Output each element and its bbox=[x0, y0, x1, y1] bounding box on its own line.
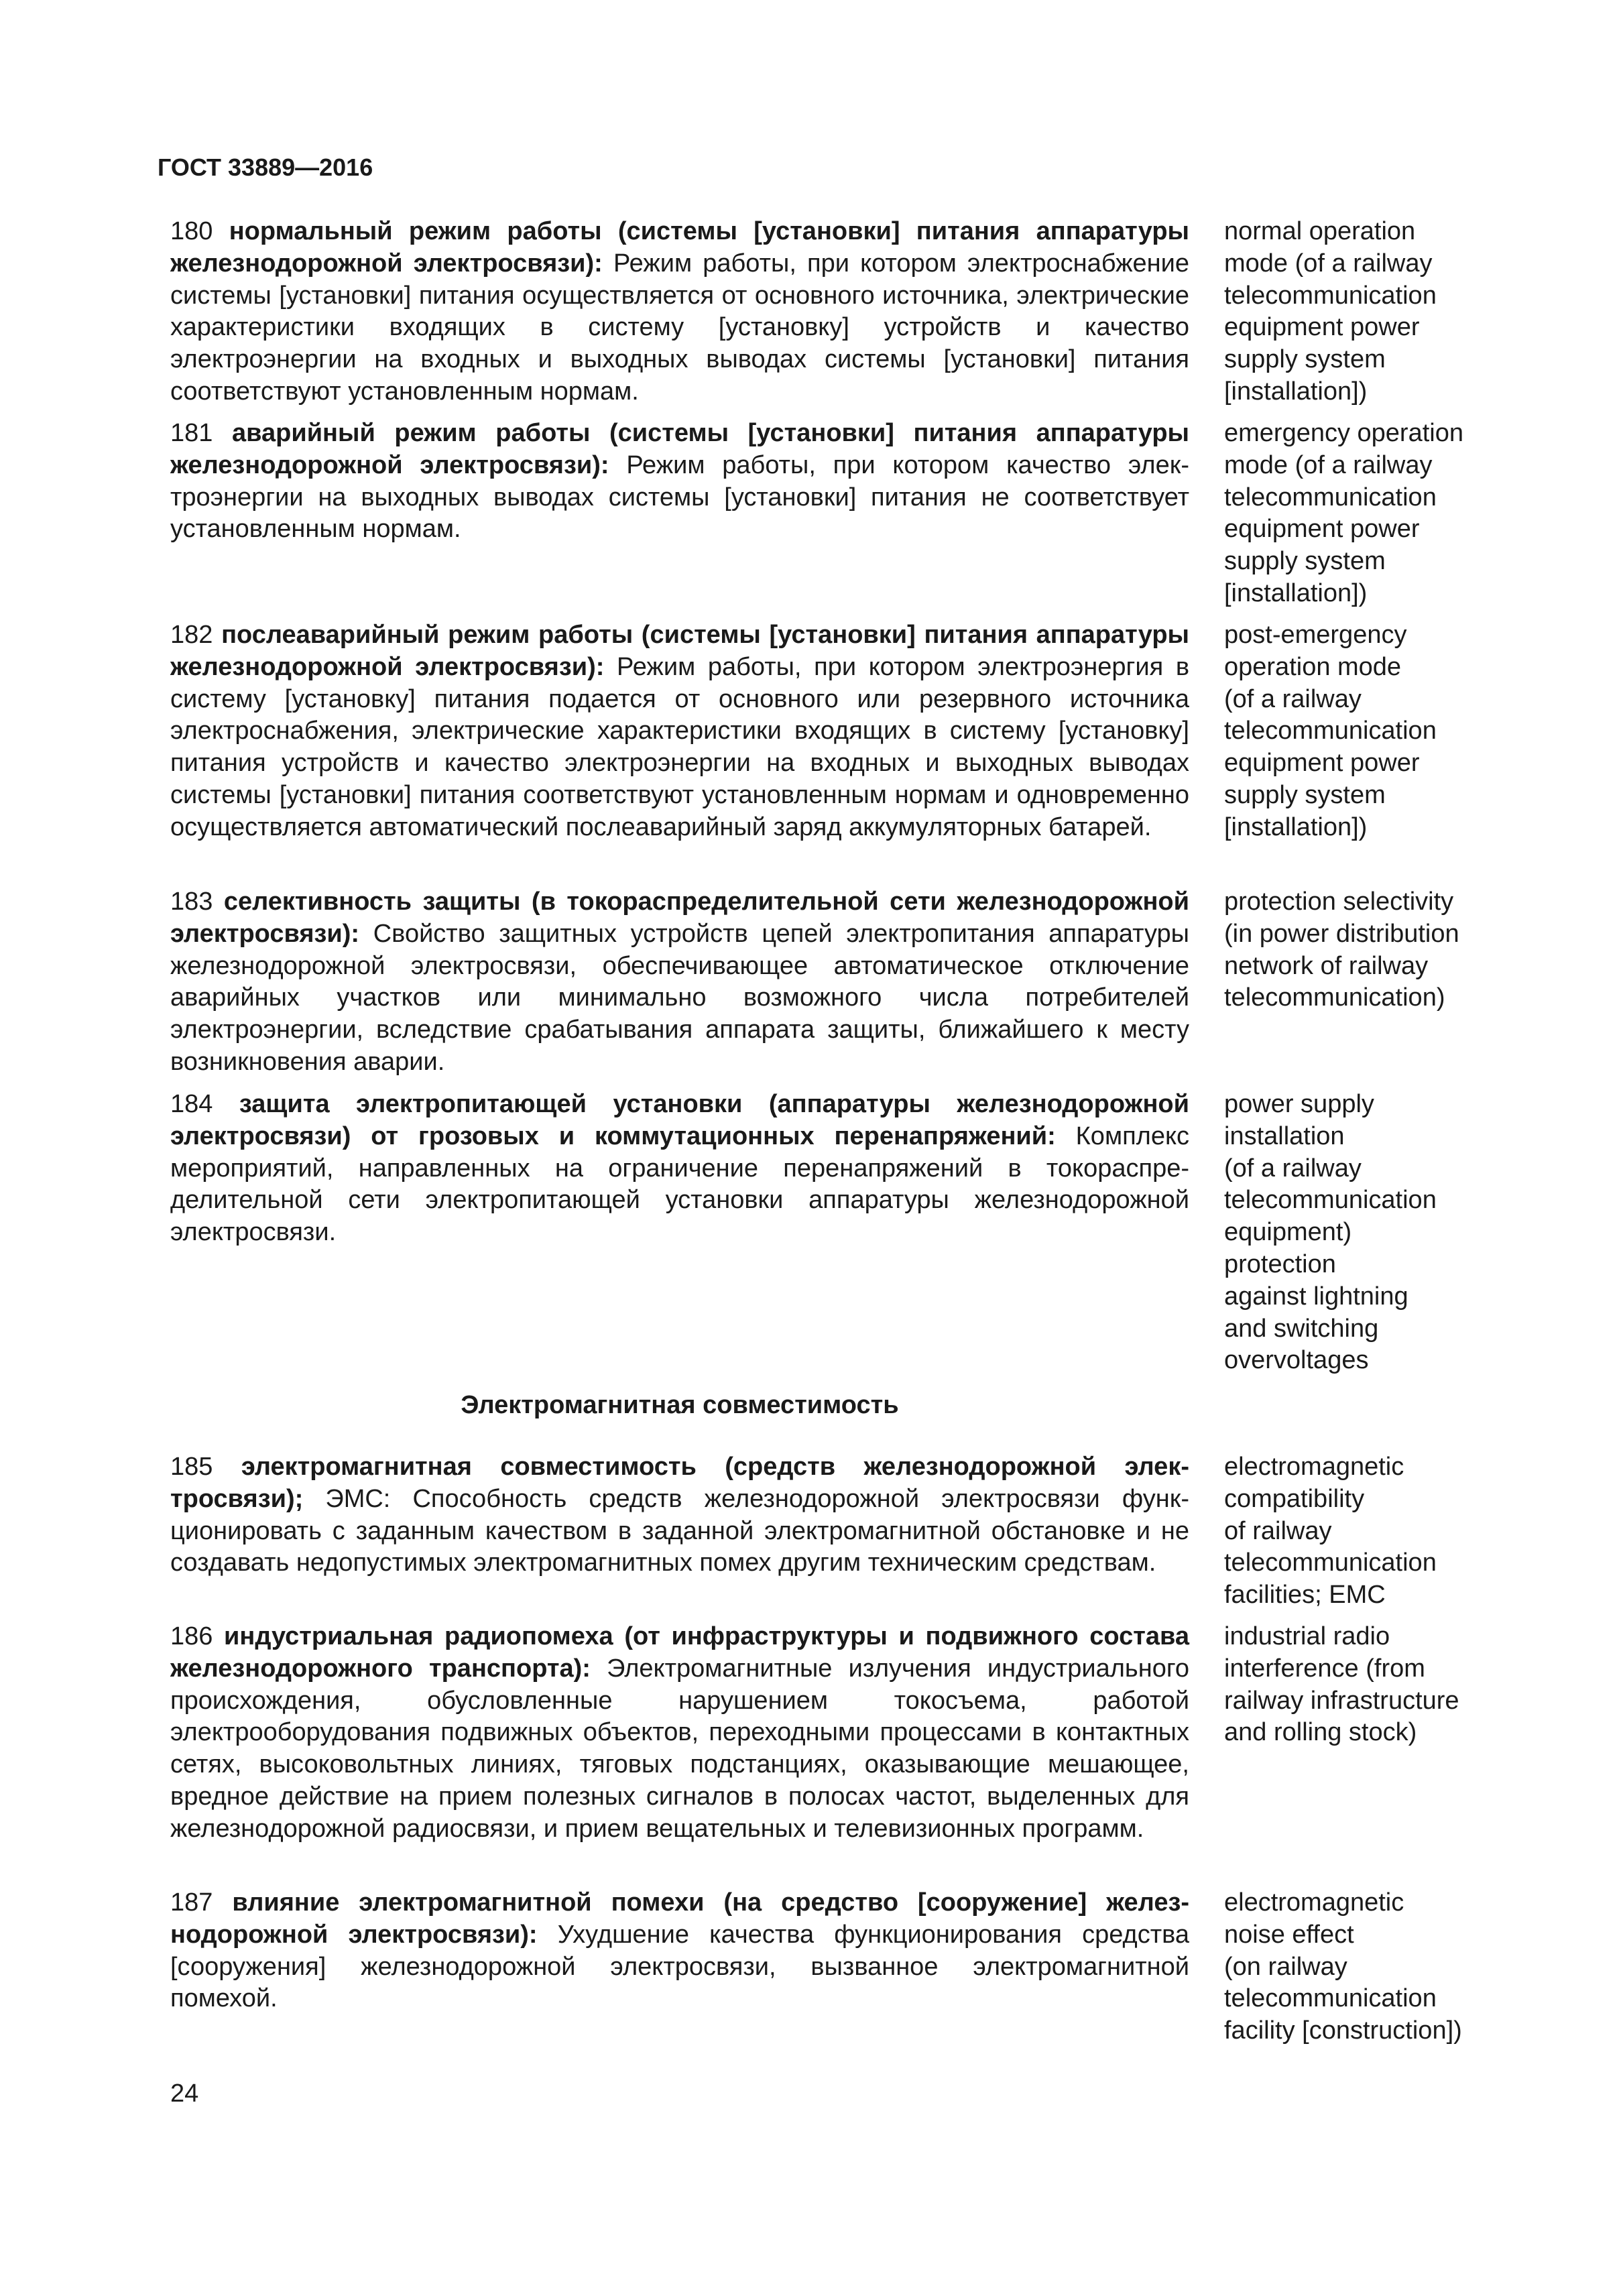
term-english-equivalent: protection selectivity (in power distribution network of railway telecommunication) bbox=[1224, 888, 1459, 1012]
term-definition: Ухудшение качества функционирования средства [сооружения] железнодорожной электросвязи, вызванное электромагнитной помехой. bbox=[170, 1920, 1189, 2013]
term-english-equivalent: electromagnetic noise effect (on railway telecommunication facility [construction]) bbox=[1224, 1888, 1462, 2045]
term-english-equivalent: normal operation mode (of a railway telecommunication equipment power supply system [installation]) bbox=[1224, 217, 1437, 406]
term-english-equivalent: electromagnetic compatibility of railway telecommunication facilities; EMC bbox=[1224, 1453, 1437, 1610]
term-title: послеаварийный режим работы (системы [установки] питания аппаратуры железнодорожной электросвязи): bbox=[170, 621, 1190, 681]
term-definition: Электромагнитные излучения индустриального происхождения, обусловленные нарушением токосъема, работой электрооборудования подвижных объектов, переходными процессами в контактных сетях, высоковольтных линиях, тяговых подстанциях, оказывающие мешающее, вредное действие на прием полезных сигналов в полосах частот, выделенных для железнодорожной радиосвязи, и прием вещательных и телевизионных программ. bbox=[170, 1654, 1189, 1843]
term-entry-180 bbox=[170, 216, 1623, 406]
term-entry-russian bbox=[170, 216, 1189, 408]
term-definition: Комплекс мероприятий, направленных на ограничение перенапряжений в токораспределительной сети электропитающей установки аппаратуры железнодорожной электросвязи. bbox=[170, 1122, 1190, 1247]
term-english-equivalent: post-emergency operation mode (of a railway telecommunication equipment power supply system [installation]) bbox=[1224, 621, 1437, 841]
term-definition: Режим работы, при котором качество электроэнергии на выходных выводах системы [установки] питания не соответствует установленным нормам. bbox=[170, 450, 1190, 544]
term-english-equivalent: emergency operation mode (of a railway telecommunication equipment power supply system [installation]) bbox=[1224, 419, 1463, 607]
term-entry-181 bbox=[170, 418, 1623, 607]
term-title: электромагнитная совместимость (средств железнодорожной электросвязи); bbox=[170, 1453, 1189, 1513]
term-entry-russian bbox=[170, 619, 1189, 844]
document-header: ГОСТ 33889—2016 bbox=[158, 154, 373, 181]
term-entry-russian bbox=[170, 418, 1189, 546]
term-number: 183 bbox=[170, 888, 213, 916]
term-definition: Режим работы, при котором электроснабжение системы [установки] питания осуществляется от основного источника, электрические характеристики входящих в систему [установку] устройств и качество электроэнергии на входных и выходных выводах системы [установки] питания соответствуют установленным нормам. bbox=[170, 249, 1189, 406]
section-heading: Электромагнитная совместимость bbox=[461, 1391, 899, 1419]
term-number: 180 bbox=[170, 217, 213, 245]
term-number: 187 bbox=[170, 1888, 213, 1917]
term-number: 184 bbox=[170, 1090, 213, 1118]
term-entry-russian bbox=[170, 1621, 1189, 1846]
term-entry-187 bbox=[170, 1887, 1623, 2045]
term-entry-russian bbox=[170, 1451, 1189, 1579]
term-entry-183 bbox=[170, 886, 1623, 1076]
page-number: 24 bbox=[170, 2079, 199, 2108]
term-title: селективность защиты (в токораспределительной сети железнодорожной электросвязи): bbox=[170, 888, 1189, 948]
term-title: нормальный режим работы (системы [установки] питания аппаратуры железнодорожной электросвязи): bbox=[170, 217, 1189, 278]
term-title: защита электропитающей установки (аппаратуры железнодорожной электросвязи) от грозовых и коммутационных перенапряжений: bbox=[170, 1090, 1190, 1150]
term-entry-russian bbox=[170, 1089, 1189, 1249]
term-title: индустриальная радиопомеха (от инфраструктуры и подвижного состава железнодорожного транспорта): bbox=[170, 1622, 1189, 1683]
term-number: 186 bbox=[170, 1622, 213, 1650]
term-entry-186 bbox=[170, 1621, 1623, 1843]
term-title: аварийный режим работы (системы [установки] питания аппаратуры железнодорожной электросвязи): bbox=[170, 419, 1189, 479]
term-number: 182 bbox=[170, 621, 213, 649]
term-entry-182 bbox=[170, 619, 1623, 841]
term-entry-184 bbox=[170, 1089, 1623, 1375]
term-title: влияние электромагнитной помехи (на средство [сооружение] железнодорожной электросвязи): bbox=[170, 1888, 1189, 1949]
term-english-equivalent: industrial radio interference (from railway infrastructure and rolling stock) bbox=[1224, 1622, 1459, 1747]
term-definition: Свойство защитных устройств цепей электропитания аппаратуры железнодорожной электросвязи, обеспечивающее автоматическое отключение аварийных участков или минимально возможного числа потребителей электроэнергии, вследствие срабатывания аппарата защиты, ближайшего к месту возникновения аварии. bbox=[170, 919, 1189, 1076]
term-entry-russian bbox=[170, 1887, 1189, 2015]
term-entry-185 bbox=[170, 1451, 1623, 1610]
term-definition: Режим работы, при котором электроэнергия в систему [установку] питания подается от основного или резервного источника электроснабжения, электрические характеристики входящих в систему [установку] питания устройств и качество электроэнергии на входных и выходных выводах системы [установки] питания соответствуют установленным нормам и одновременно осуществляется автоматический послеаварийный заряд аккумуляторных батарей. bbox=[170, 652, 1190, 841]
term-number: 181 bbox=[170, 419, 213, 447]
term-entry-russian bbox=[170, 886, 1189, 1079]
term-definition: ЭМС: Способность средств железнодорожной электросвязи функционировать с заданным качеством в заданной электромагнитной обстановке и не создавать недопустимых электромагнитных помех другим техническим средствам. bbox=[170, 1484, 1190, 1577]
term-number: 185 bbox=[170, 1453, 213, 1481]
term-english-equivalent: power supply installation (of a railway telecommunication equipment) protection against lightning and switching overvoltages bbox=[1224, 1090, 1437, 1375]
